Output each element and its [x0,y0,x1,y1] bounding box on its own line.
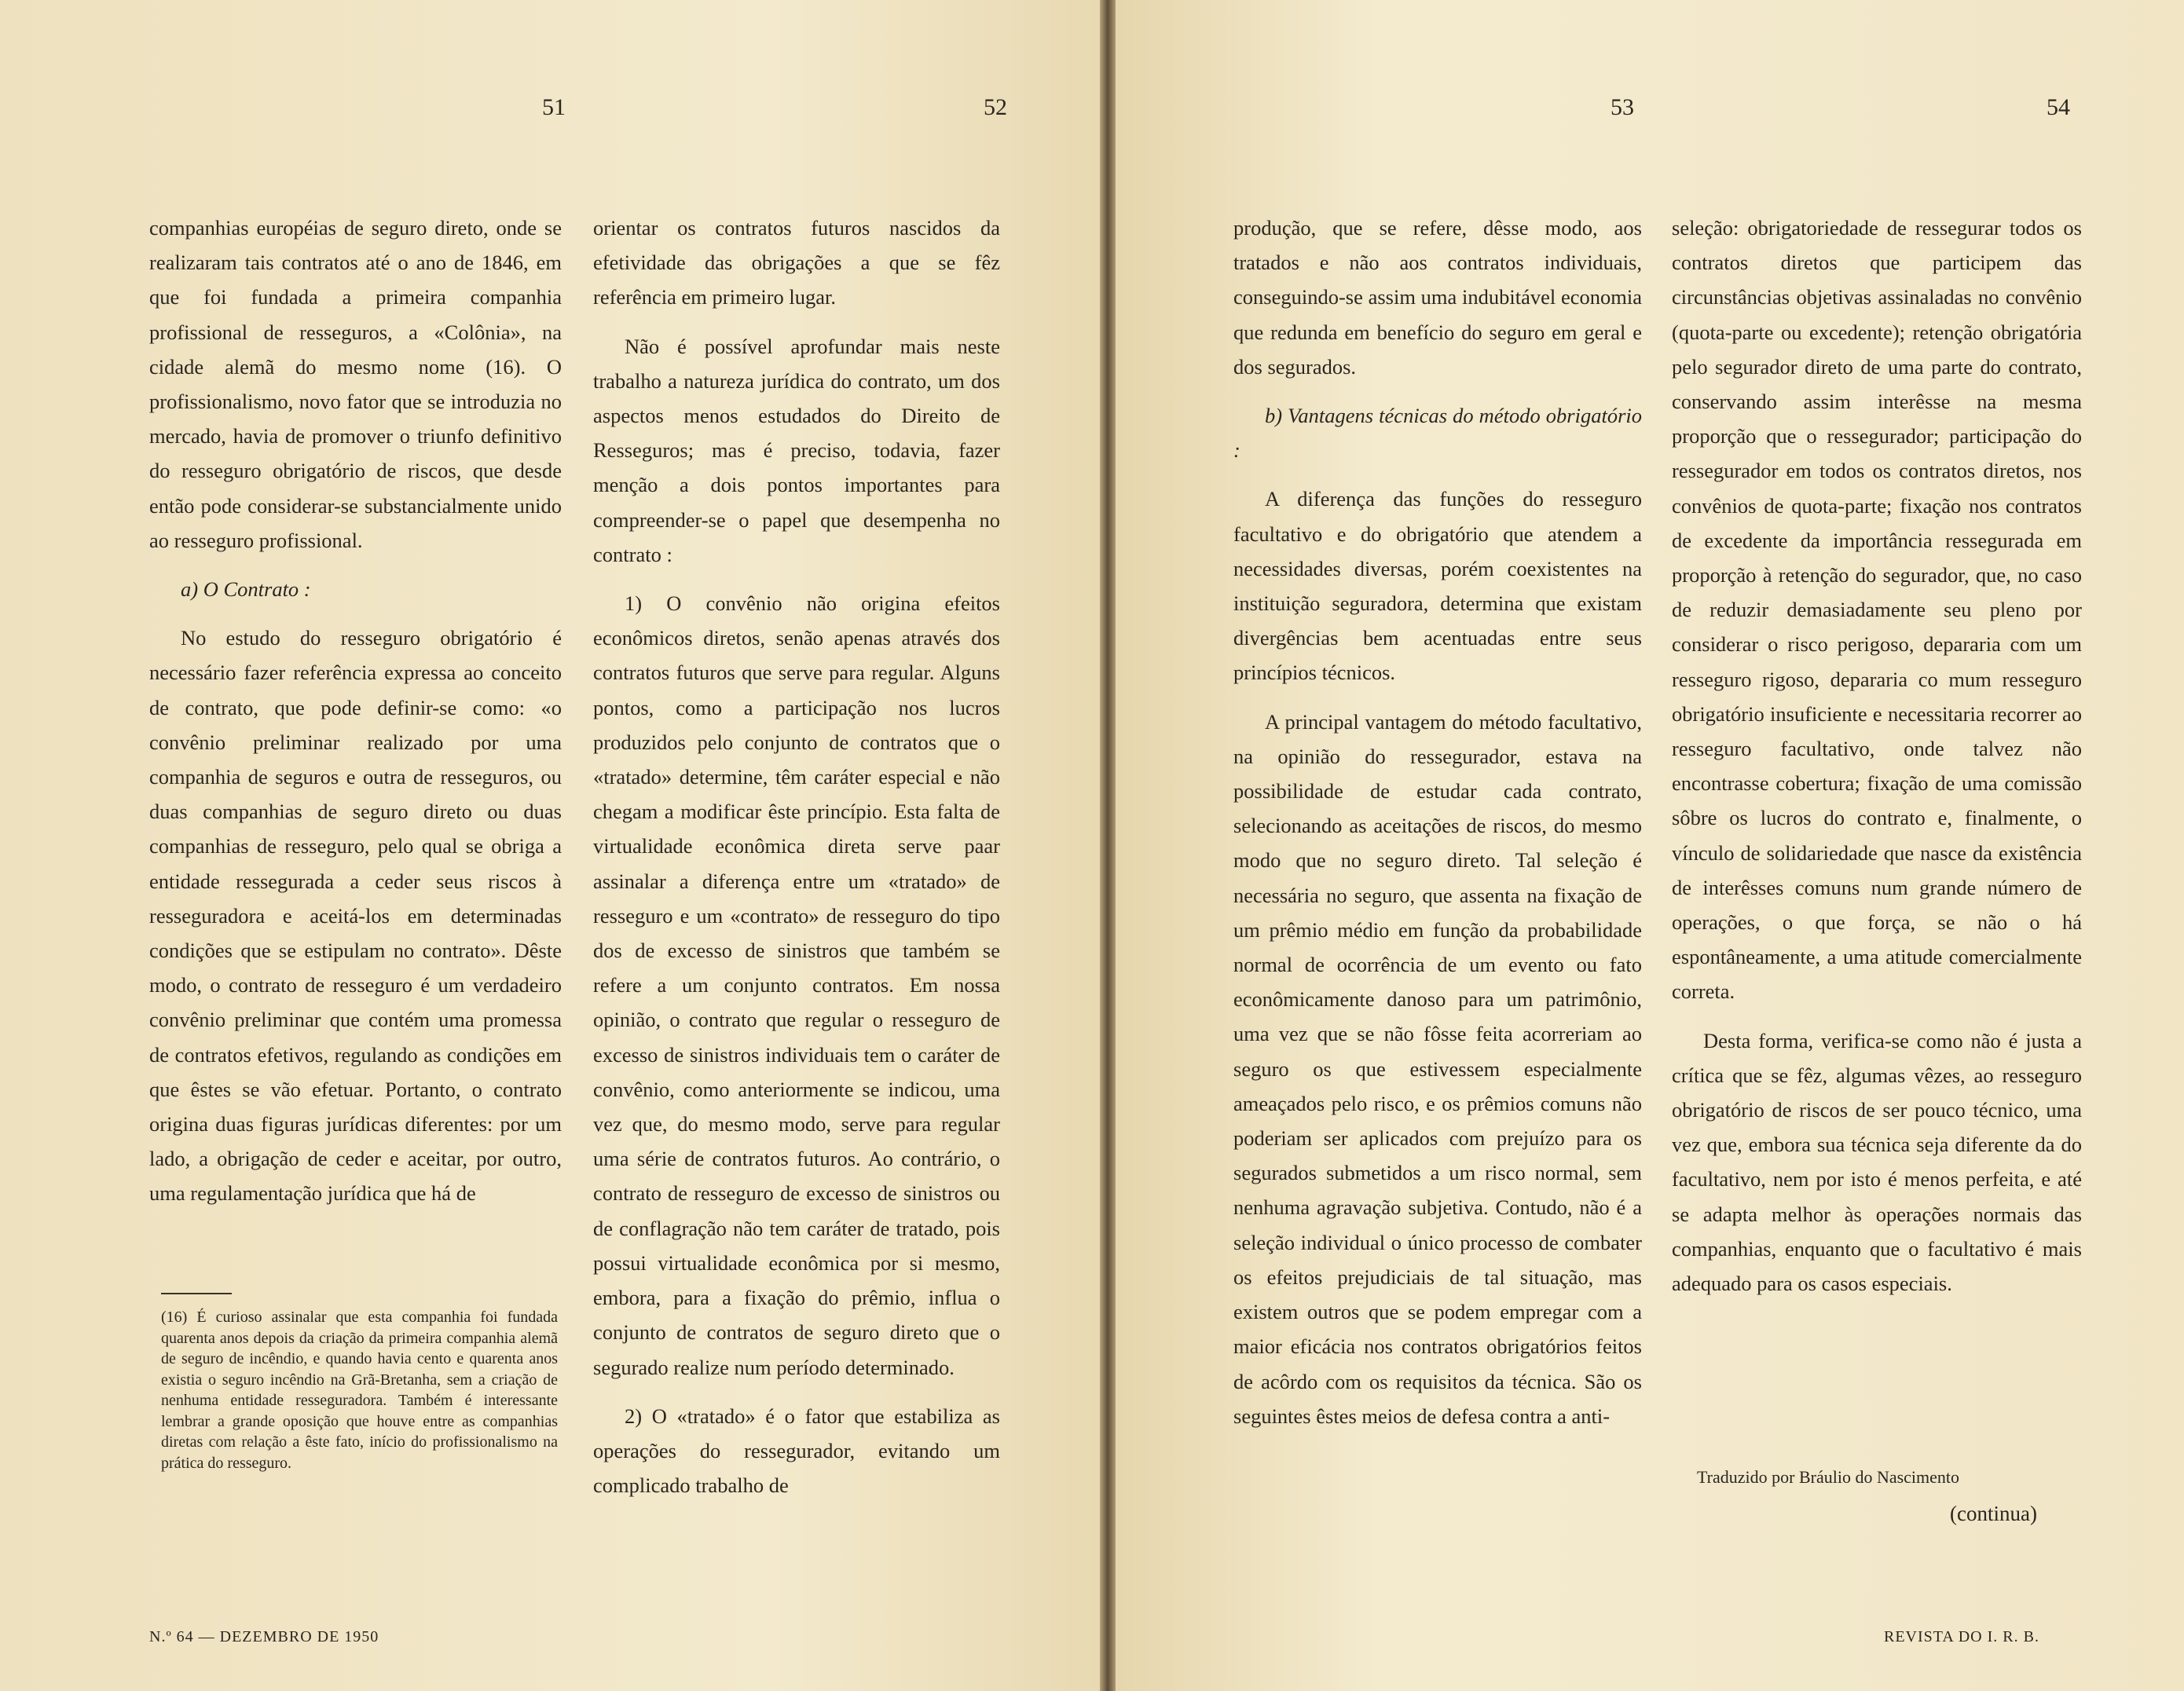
section-heading-vantagens: b) Vantagens técnicas do método obrigatório : [1233,404,1642,463]
issue-footer: N.º 64 — DEZEMBRO DE 1950 [149,1628,379,1645]
page-51-column [149,210,562,1211]
paragraph: 1) O convênio não origina efeitos econômicos diretos, senão apenas através dos contratos futuros que serve para regular. Alguns pontos, como a participação nos lucros produzidos pelo conjunto de contratos que o «tratado» determine, têm caráter especial e não chegam a modificar êste princípio. Esta falta de virtualidade econômica direta serve paar assinalar a diferença entre um «tratado» de resseguro e um «contrato» de resseguro do tipo dos de excesso de sinistros que também se refere a um conjunto contratos. Em nossa opinião, o contrato que regular o resseguro de excesso de sinistros individuais tem o caráter de convênio, como anteriormente se indicou, uma vez que, do mesmo modo, serve para regular uma série de contratos futuros. Ao contrário, o contrato de resseguro de excesso de sinistros ou de conflagração não tem caráter de tratado, pois possui virtualidade econômica por si mesmo, embora, para a fixação do prêmio, influa o conjunto de contratos de seguro direto que o segurado realize num período determinado. [593,591,1000,1379]
page-number-51: 51 [542,94,566,120]
translator-credit: Traduzido por Bráulio do Nascimento [1697,1467,1960,1487]
paragraph: produção, que se refere, dêsse modo, aos tratados e não aos contratos individuais, conseguindo-se assim uma indubitável economia que redunda em benefício do seguro em geral e dos segurados. [1233,216,1642,379]
footnote-rule [161,1293,232,1294]
paragraph: Não é possível aprofundar mais neste trabalho a natureza jurídica do contrato, um dos aspectos menos estudados do Direito de Resseguros; mas é preciso, todavia, fazer menção a dois pontos importantes para compreender-se o papel que desempenha no contrato : [593,334,1000,566]
paragraph: orientar os contratos futuros nascidos da efetividade das obrigações a que se fêz referência em primeiro lugar. [593,216,1000,309]
paragraph: 2) O «tratado» é o fator que estabiliza as operações do ressegurador, evitando um complicado trabalho de [593,1404,1000,1498]
footnote-16: (16) É curioso assinalar que esta companhia foi fundada quarenta anos depois da criação da primeira companhia alemã de seguro de incêndio, e quando havia cento e quarenta anos existia o seguro incêndio na Grã-Bretanha, sem a criação de nenhuma entidade resseguradora. Também é interessante lembrar a grande oposição que houve entre as companhias diretas com relação a êste fato, início do profissionalismo na prática do resseguro. [161,1309,558,1472]
journal-footer: REVISTA DO I. R. B. [1884,1628,2039,1645]
section-heading-contrato: a) O Contrato : [181,577,311,602]
paragraph: A principal vantagem do método facultativo, na opinião do ressegurador, estava na possibilidade de estudar cada contrato, selecionando as aceitações de riscos, do mesmo modo que no seguro direto. Tal seleção é necessária no seguro, que assenta na fixação de um prêmio médio em função da probabilidade normal de ocorrência de um evento ou fato econômicamente danoso para um patrimônio, uma vez que se não fôsse feita acorreriam ao seguro os que estivessem especialmente ameaçados pelo risco, e os prêmios comuns não poderiam ser aplicados com prejuízo para os segurados submetidos a um risco normal, sem nenhuma agravação subjetiva. Contudo, não é a seleção individual o único processo de combater os efeitos prejudiciais de tal situação, mas existem outros que se podem empregar com a maior eficácia nos contratos obrigatórios feitos de acôrdo com os requisitos da técnica. São os seguintes êstes meios de defesa contra a anti- [1233,709,1642,1428]
paragraph: Desta forma, verifica-se como não é justa a crítica que se fêz, algumas vêzes, ao resseguro obrigatório de riscos de ser pouco técnico, uma vez que, embora sua técnica seja diferente da do facultativo, nem por isto é menos perfeita, e até se adapta melhor às operações normais das companhias, enquanto que o facultativo é mais adequado para os casos especiais. [1672,1028,2082,1296]
page-number-54: 54 [2047,94,2070,120]
paragraph: A diferença das funções do resseguro facultativo e do obrigatório que atendem a necessidades diversas, porém coexistentes na instituição seguradora, determina que existam divergências bem acentuadas entre seus princípios técnicos. [1233,487,1642,685]
continua-note: (continua) [1950,1502,2037,1525]
page-53-column [1233,210,1642,1433]
paragraph: seleção: obrigatoriedade de ressegurar todos os contratos diretos que participem das circunstâncias objetivas assinaladas no convênio (quota-parte ou excedente); retenção obrigatória pelo segurador direto de uma parte do contrato, conservando assim interêsse na mesma proporção que o ressegurador; participação do ressegurador em todos os contratos diretos, nos convênios de quota-parte; fixação nos contratos de excedente da importância ressegurada em proporção à retenção do segurador, que, no caso de reduzir demasiadamente seu pleno por considerar o risco perigoso, depararia com um resseguro rigoso, depararia co mum resseguro obrigatório insuficiente e necessitaria recorrer ao resseguro facultativo, onde talvez não encontrasse cobertura; fixação de uma comissão sôbre os lucros do contrato e, finalmente, o vínculo de solidariedade que nasce da existência de interêsses comuns num grande número de operações, o que força, se não o há espontâneamente, a uma atitude comercialmente correta. [1672,216,2082,1004]
page-number-52: 52 [984,94,1007,120]
binding-gutter [1100,0,1116,1691]
page-54-column [1672,210,2082,1301]
paragraph: No estudo do resseguro obrigatório é necessário fazer referência expressa ao conceito de contrato, que pode definir-se como: «o convênio preliminar realizado por uma companhia de seguros e outra de resseguros, ou duas companhias de seguro direto ou duas companhias de resseguro, pelo qual se obriga a entidade ressegurada a ceder seus riscos à resseguradora e aceitá-los em determinadas condições que se estipulam no contrato». Dêste modo, o contrato de resseguro é um verdadeiro convênio preliminar que contém uma promessa de contratos efetivos, regulando as condições em que êstes se vão efetuar. Portanto, o contrato origina duas figuras jurídicas diferentes: por um lado, a obrigação de ceder e aceitar, por outro, uma regulamentação jurídica que há de [149,626,562,1206]
paragraph: companhias européias de seguro direto, onde se realizaram tais contratos até o ano de 1846, em que foi fundada a primeira companhia profissional de resseguros, a «Colônia», na cidade alemã do mesmo nome (16). O profissionalismo, novo fator que se introduzia no mercado, havia de promover o triunfo definitivo do resseguro obrigatório de riscos, que desde então pode considerar-se substancialmente unido ao resseguro profissional. [149,216,562,552]
page-52-column [593,210,1000,1503]
page-number-53: 53 [1611,94,1634,120]
